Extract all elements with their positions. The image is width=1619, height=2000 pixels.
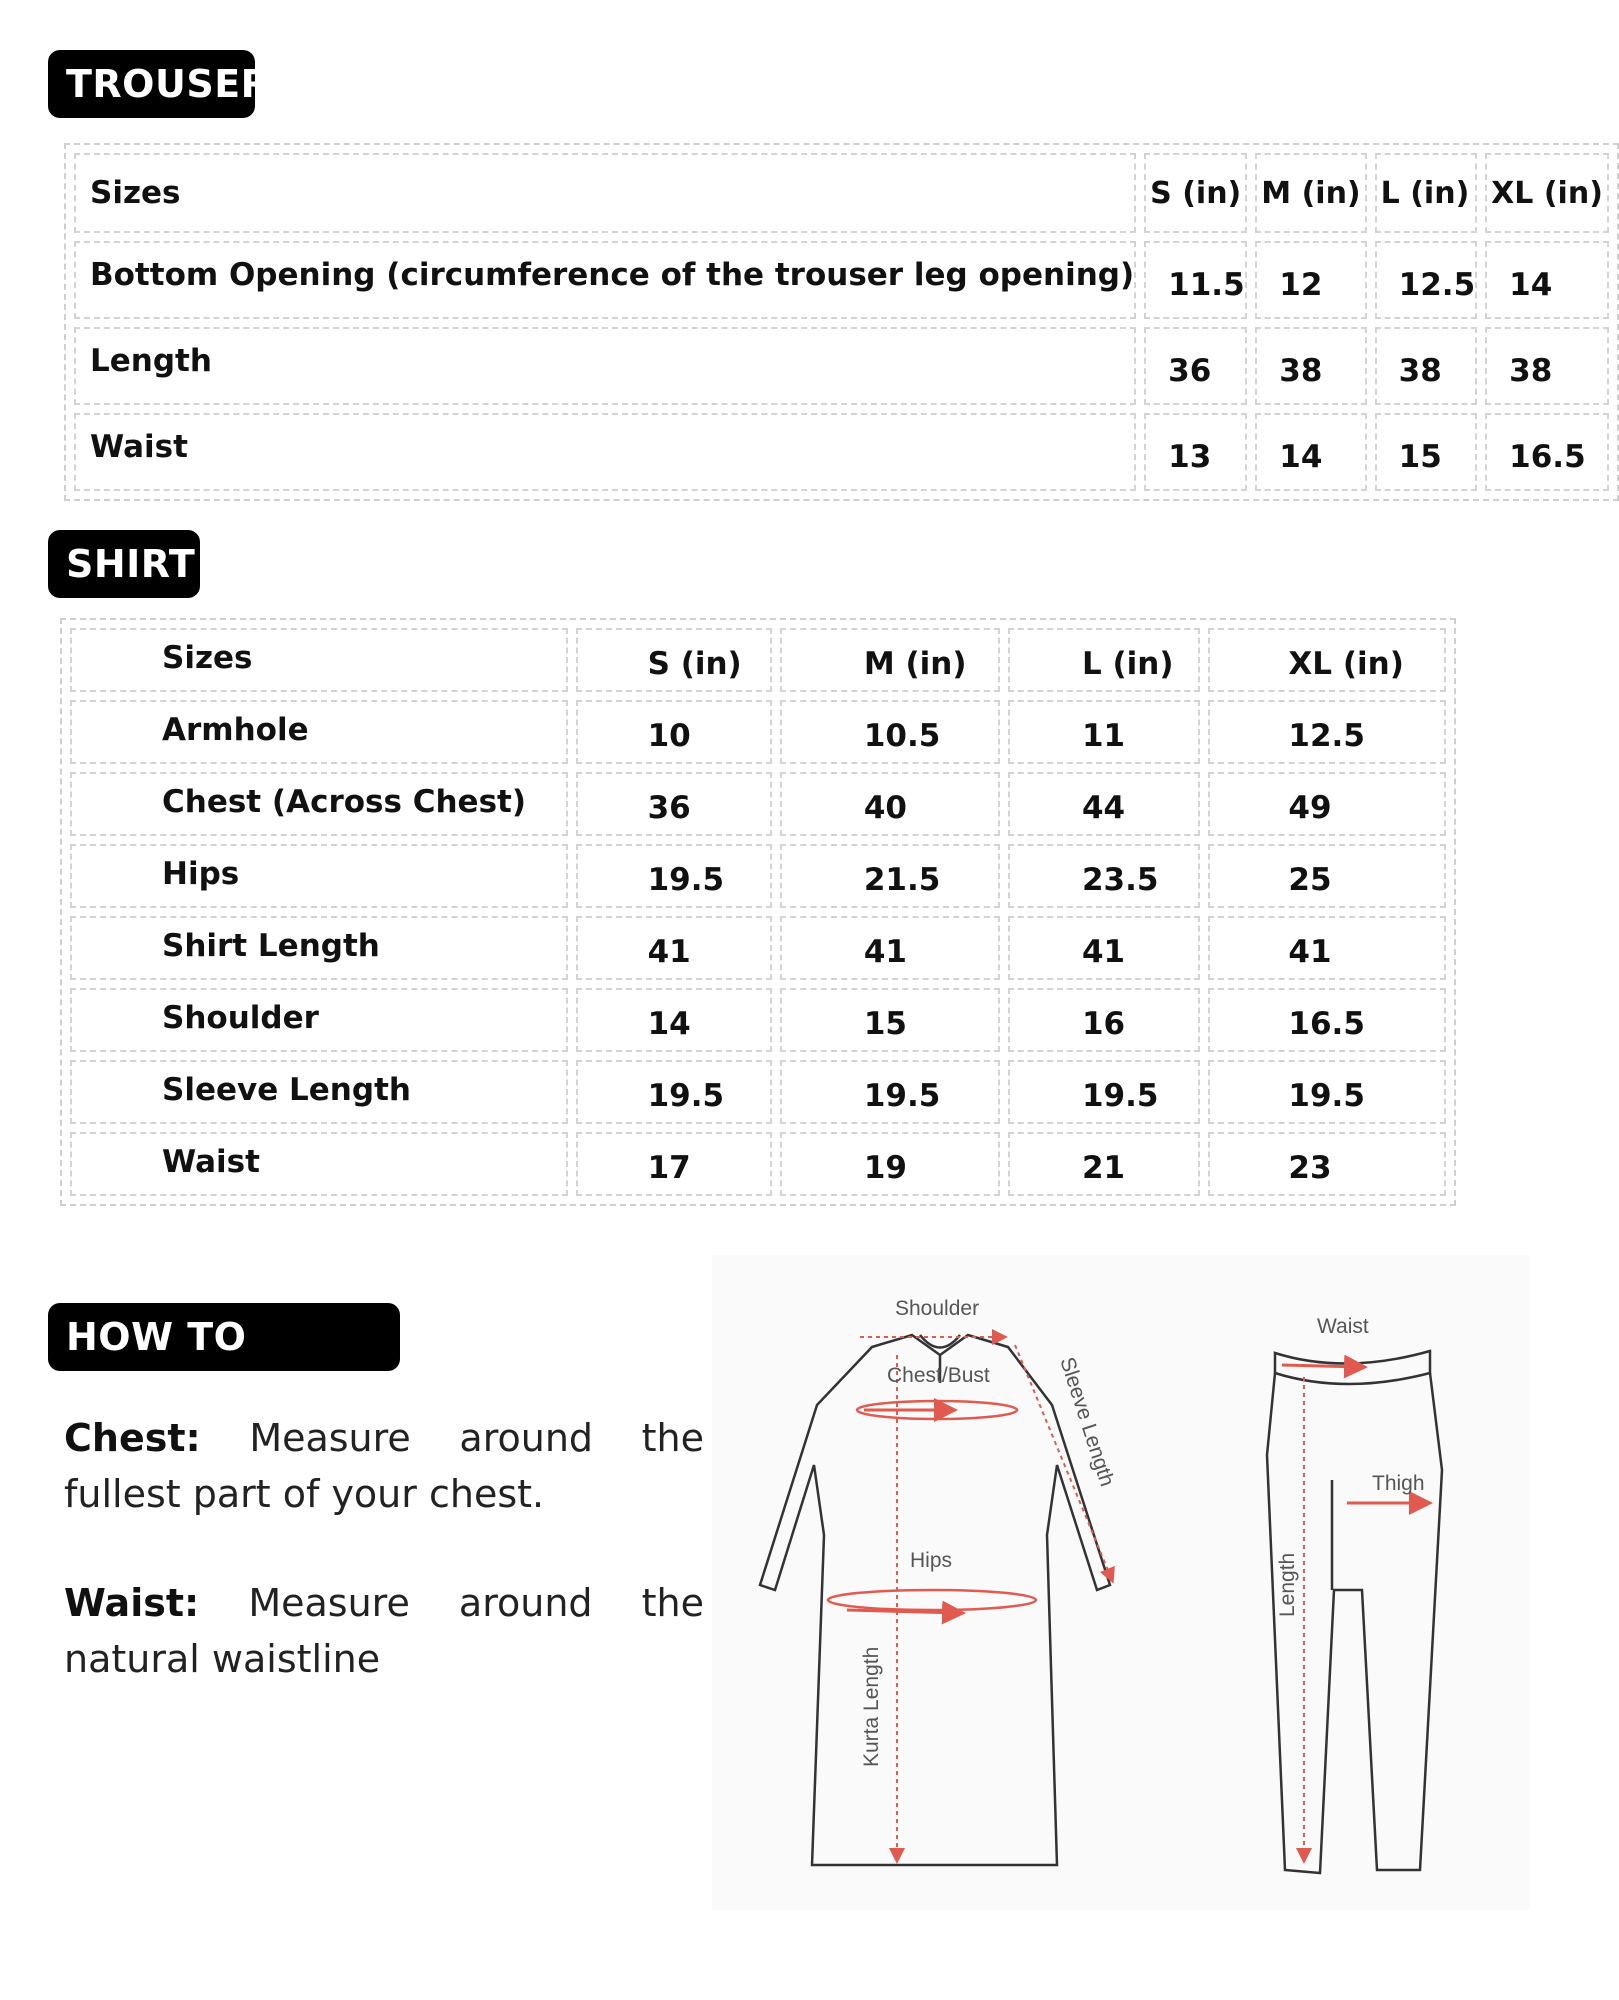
row-label: Length: [74, 327, 1136, 405]
cell-m: 40: [780, 772, 1000, 836]
measurement-illustration: [712, 1255, 1530, 1910]
trouser-section-title: TROUSER: [48, 50, 255, 118]
cell-s: 14: [576, 988, 772, 1052]
waist-term: Waist:: [64, 1581, 200, 1625]
row-label: Armhole: [70, 700, 568, 764]
measurement-diagram: [712, 1255, 1530, 1910]
cell-l: 19.5: [1008, 1060, 1200, 1124]
kurta-chest-label: Chest/Bust: [887, 1364, 990, 1387]
kurta-outline: [760, 1335, 1110, 1865]
table-header-row: [70, 628, 1446, 692]
table-row: [70, 1132, 1446, 1196]
shirt-size-table: [60, 618, 1456, 1206]
chest-instruction: [64, 1410, 704, 1522]
cell-s: 41: [576, 916, 772, 980]
cell-l: 15: [1375, 413, 1478, 491]
table-row: [70, 772, 1446, 836]
cell-m: 19.5: [780, 1060, 1000, 1124]
trouser-measure-lines: [1282, 1365, 1427, 1860]
table-row: [74, 241, 1609, 319]
cell-m: 38: [1255, 327, 1366, 405]
cell-xl: 16.5: [1208, 988, 1446, 1052]
cell-m: 21.5: [780, 844, 1000, 908]
table-row: [70, 700, 1446, 764]
kurta-measure-lines: [828, 1337, 1112, 1860]
chest-text: Measure around the fullest part of your chest.: [64, 1416, 704, 1516]
header-sizes: Sizes: [70, 628, 568, 692]
kurta-shoulder-label: Shoulder: [895, 1297, 980, 1320]
cell-m: 41: [780, 916, 1000, 980]
row-label: Chest (Across Chest): [70, 772, 568, 836]
cell-xl: 12.5: [1208, 700, 1446, 764]
waist-text: Measure around the natural waistline: [64, 1581, 704, 1681]
cell-s: 13: [1144, 413, 1247, 491]
cell-m: 12: [1255, 241, 1366, 319]
header-size-m: M (in): [1255, 153, 1366, 233]
kurta-hips-label: Hips: [910, 1549, 953, 1572]
row-label: Sleeve Length: [70, 1060, 568, 1124]
cell-l: 12.5: [1375, 241, 1478, 319]
cell-s: 36: [576, 772, 772, 836]
cell-xl: 23: [1208, 1132, 1446, 1196]
cell-l: 23.5: [1008, 844, 1200, 908]
header-size-xl: XL (in): [1485, 153, 1609, 233]
row-label: Waist: [70, 1132, 568, 1196]
table-header-row: [74, 153, 1609, 233]
row-label: Waist: [74, 413, 1136, 491]
table-row: [70, 1060, 1446, 1124]
cell-xl: 49: [1208, 772, 1446, 836]
trouser-waist-label: Waist: [1317, 1315, 1369, 1338]
cell-l: 41: [1008, 916, 1200, 980]
header-sizes: Sizes: [74, 153, 1136, 233]
row-label: Bottom Opening (circumference of the trouser leg opening): [74, 241, 1136, 319]
cell-m: 15: [780, 988, 1000, 1052]
chest-term: Chest:: [64, 1416, 201, 1460]
trouser-length-label: Length: [1276, 1552, 1299, 1617]
cell-xl: 41: [1208, 916, 1446, 980]
cell-l: 16: [1008, 988, 1200, 1052]
trouser-thigh-label: Thigh: [1372, 1472, 1425, 1495]
cell-s: 19.5: [576, 844, 772, 908]
cell-xl: 19.5: [1208, 1060, 1446, 1124]
table-row: [74, 327, 1609, 405]
header-size-s: S (in): [1144, 153, 1247, 233]
kurta-sleeve-label: Sleeve Length: [1055, 1354, 1119, 1490]
cell-l: 44: [1008, 772, 1200, 836]
header-size-s: S (in): [576, 628, 772, 692]
cell-s: 17: [576, 1132, 772, 1196]
cell-l: 11: [1008, 700, 1200, 764]
row-label: Shirt Length: [70, 916, 568, 980]
table-row: [70, 988, 1446, 1052]
cell-m: 19: [780, 1132, 1000, 1196]
cell-xl: 38: [1485, 327, 1609, 405]
cell-s: 10: [576, 700, 772, 764]
waist-instruction: [64, 1575, 704, 1687]
row-label: Hips: [70, 844, 568, 908]
header-size-l: L (in): [1008, 628, 1200, 692]
table-row: [74, 413, 1609, 491]
trouser-size-table: [64, 143, 1619, 501]
header-size-xl: XL (in): [1208, 628, 1446, 692]
shirt-section-title: SHIRT: [48, 530, 200, 598]
table-row: [70, 844, 1446, 908]
header-size-m: M (in): [780, 628, 1000, 692]
cell-m: 10.5: [780, 700, 1000, 764]
cell-s: 11.5: [1144, 241, 1247, 319]
cell-m: 14: [1255, 413, 1366, 491]
cell-l: 38: [1375, 327, 1478, 405]
cell-xl: 25: [1208, 844, 1446, 908]
cell-xl: 14: [1485, 241, 1609, 319]
row-label: Shoulder: [70, 988, 568, 1052]
cell-l: 21: [1008, 1132, 1200, 1196]
cell-xl: 16.5: [1485, 413, 1609, 491]
table-row: [70, 916, 1446, 980]
cell-s: 19.5: [576, 1060, 772, 1124]
header-size-l: L (in): [1375, 153, 1478, 233]
kurta-length-label: Kurta Length: [860, 1646, 883, 1767]
cell-s: 36: [1144, 327, 1247, 405]
how-to-measure-title: HOW TO MEASURE: [48, 1303, 400, 1371]
